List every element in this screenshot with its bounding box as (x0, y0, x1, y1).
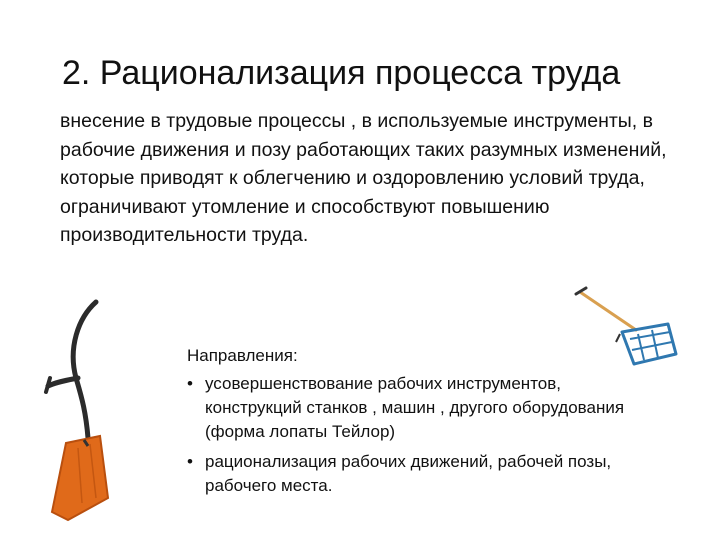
directions-list (187, 372, 627, 504)
list-item-text: усовершенствование рабочих инструментов, конструкций станков , машин , другого оборудования (форма лопаты Тейлор) (205, 374, 625, 441)
orange-snow-shovel-icon (38, 298, 138, 528)
bullet-icon: • (187, 452, 193, 471)
list-item (187, 372, 627, 444)
list-item-text: рационализация рабочих движений, рабочей позы, рабочего места. (205, 452, 612, 495)
slide-title: 2. Рационализация процесса труда (62, 54, 621, 92)
list-item (187, 450, 627, 498)
intro-paragraph: внесение в трудовые процессы , в используемые инструменты, в рабочие движения и позу работающих таких разумных изменений, которые приводят к облегчению и оздоровлению условий труда, ограничивают утомление и способствуют повышению производительности труда. (60, 110, 667, 246)
bullet-icon: • (187, 374, 193, 393)
directions-heading: Направления: (187, 346, 298, 365)
blue-snow-pusher-icon (572, 284, 684, 370)
